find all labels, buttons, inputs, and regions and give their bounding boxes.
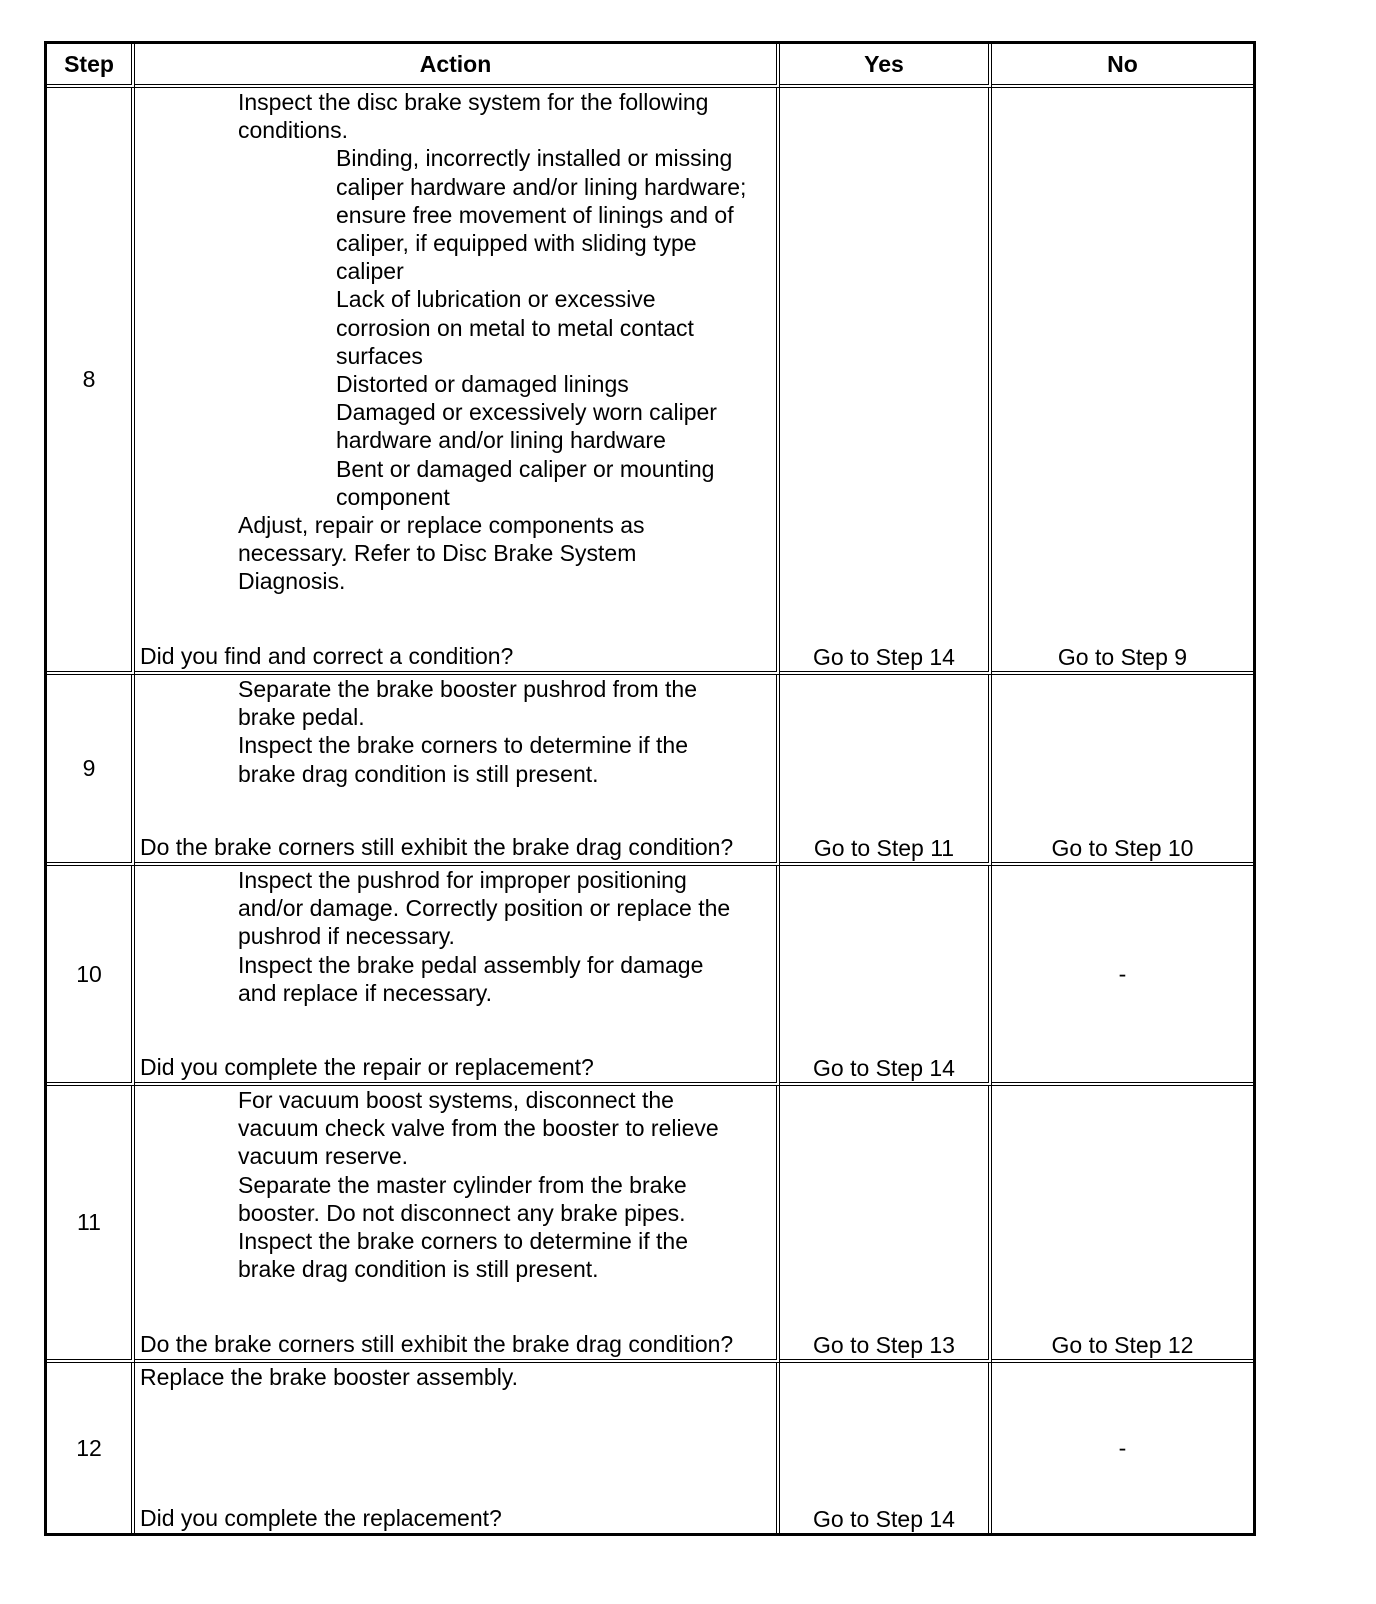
action-line: and/or damage. Correctly position or replace the (238, 895, 731, 922)
action-line: hardware and/or lining hardware (336, 427, 666, 454)
action-line: corrosion on metal to metal contact (336, 314, 694, 341)
action-line: Inspect the brake corners to determine if the (238, 732, 689, 759)
action-line: conditions. (238, 117, 348, 144)
step-number: 12 (47, 1363, 135, 1533)
action-question: Do the brake corners still exhibit the brake drag condition? (140, 833, 734, 860)
no-result: Go to Step 10 (992, 675, 1253, 866)
step-number: 10 (47, 866, 135, 1086)
column-header-step: Step (47, 44, 135, 88)
action-line: Distorted or damaged linings (336, 371, 629, 398)
action-line: caliper, if equipped with sliding type (336, 230, 697, 257)
column-header-no: No (992, 44, 1253, 88)
action-question: Do the brake corners still exhibit the brake drag condition? (140, 1330, 734, 1357)
yes-result: Go to Step 14 (780, 866, 992, 1086)
no-result: - (1118, 1434, 1127, 1461)
action-instructions (140, 1363, 776, 1391)
action-line: Bent or damaged caliper or mounting (336, 455, 715, 482)
table-row (47, 675, 1253, 866)
action-question: Did you complete the repair or replacement? (140, 1053, 594, 1080)
action-line: and replace if necessary. (238, 979, 492, 1006)
no-result: Go to Step 9 (992, 88, 1253, 675)
table-row (47, 1363, 1253, 1533)
table-row (47, 88, 1253, 675)
step-number: 9 (47, 675, 135, 866)
yes-result: Go to Step 14 (780, 1363, 992, 1533)
action-cell (135, 866, 780, 1086)
action-line: Inspect the brake corners to determine if the (238, 1228, 689, 1255)
action-instructions (140, 675, 776, 788)
action-line: For vacuum boost systems, disconnect the (238, 1087, 674, 1113)
action-line: Diagnosis. (238, 568, 346, 595)
action-line: Adjust, repair or replace components as (238, 512, 645, 539)
table-row (47, 866, 1253, 1086)
action-line: brake drag condition is still present. (238, 760, 599, 787)
no-result: Go to Step 12 (992, 1086, 1253, 1363)
action-line: ensure free movement of linings and of (336, 201, 734, 228)
action-instructions (140, 88, 776, 596)
action-line: Inspect the brake pedal assembly for damage (238, 951, 704, 978)
table-header-row (47, 44, 1253, 88)
action-line: Damaged or excessively worn caliper (336, 399, 717, 426)
action-line: brake drag condition is still present. (238, 1256, 599, 1283)
action-line: pushrod if necessary. (238, 923, 455, 950)
action-line: brake pedal. (238, 704, 365, 731)
action-instructions (140, 1086, 776, 1283)
diagnostic-table (44, 41, 1256, 1536)
no-result: - (992, 866, 1253, 1086)
action-cell (135, 1363, 780, 1533)
action-line: caliper (336, 258, 404, 285)
action-line: Separate the master cylinder from the brake (238, 1171, 687, 1198)
action-line: caliper hardware and/or lining hardware; (336, 173, 747, 200)
action-line: Replace the brake booster assembly. (140, 1364, 518, 1390)
action-line: booster. Do not disconnect any brake pipes. (238, 1199, 686, 1226)
action-line: vacuum check valve from the booster to relieve (238, 1115, 719, 1142)
yes-result: Go to Step 13 (780, 1086, 992, 1363)
action-line: Inspect the pushrod for improper positioning (238, 867, 687, 893)
action-cell (135, 88, 780, 675)
yes-result: Go to Step 11 (780, 675, 992, 866)
action-line: Lack of lubrication or excessive (336, 286, 656, 313)
step-number: 8 (47, 88, 135, 675)
table-row (47, 1086, 1253, 1363)
yes-result: Go to Step 14 (780, 88, 992, 675)
step-number: 11 (47, 1086, 135, 1363)
action-line: component (336, 483, 450, 510)
action-line: Separate the brake booster pushrod from the (238, 676, 698, 702)
column-header-yes: Yes (780, 44, 992, 88)
action-cell (135, 675, 780, 866)
action-line: necessary. Refer to Disc Brake System (238, 540, 637, 567)
action-instructions (140, 866, 776, 1007)
action-line: Inspect the disc brake system for the following (238, 89, 709, 115)
action-cell (135, 1086, 780, 1363)
action-line: vacuum reserve. (238, 1143, 409, 1170)
action-line: surfaces (336, 342, 423, 369)
action-line: Binding, incorrectly installed or missing (336, 145, 733, 172)
action-question: Did you complete the replacement? (140, 1504, 502, 1531)
action-question: Did you find and correct a condition? (140, 642, 514, 669)
column-header-action: Action (135, 44, 780, 88)
